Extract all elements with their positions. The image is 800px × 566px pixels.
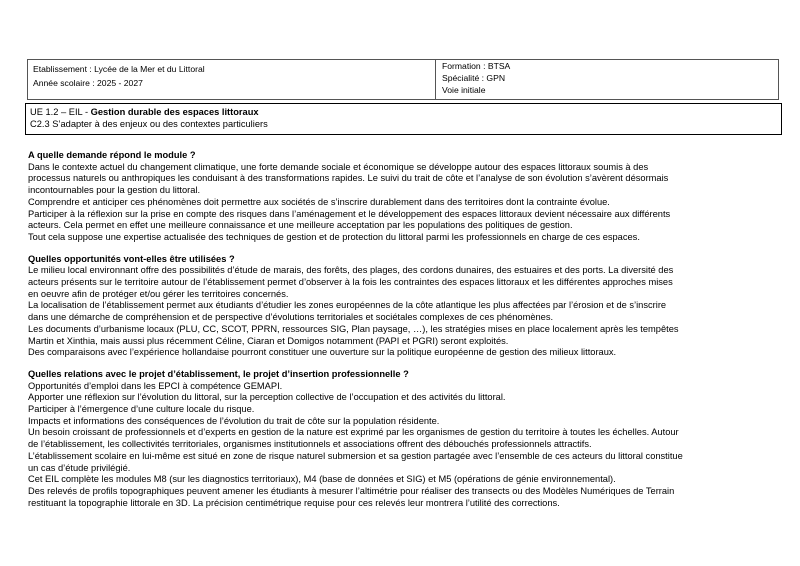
text-line: Participer à l’émergence d’une culture locale du risque.: [28, 404, 255, 415]
voie-label: Voie initiale: [442, 85, 486, 95]
ue-competence: C2.3 S’adapter à des enjeux ou des contextes particuliers: [30, 118, 268, 129]
text-line: Les documents d’urbanisme locaux (PLU, CC, SCOT, PPRN, ressources SIG, Plan paysage, …), les stratégies mises en place localement après les tempêtes: [28, 323, 679, 334]
text-line: Comprendre et anticiper ces phénomènes doit permettre aux sociétés de s’inscrire durablement dans des territoires dont la contrainte évolue.: [28, 196, 610, 207]
text-line: Participer à la réflexion sur la prise en compte des risques dans l’aménagement et le développement des espaces littoraux devient nécessaire aux différents: [28, 208, 671, 219]
text-line: acteurs présents sur le territoire autour de l’établissement permet d’observer à la fois les contraintes des espaces littoraux et les différentes approches mises: [28, 277, 673, 288]
specialite-label: Spécialité : GPN: [442, 73, 506, 83]
text-line: incontournables pour la gestion du littoral.: [28, 185, 201, 196]
section-demande: [28, 150, 788, 244]
ue-code: UE 1.2 – EIL -: [30, 107, 91, 117]
header-right-cell: [436, 60, 778, 99]
text-line: Le milieu local environnant offre des possibilités d’étude de marais, des forêts, des plages, des cordons dunaires, des estuaires et des ports. La diversité des: [28, 265, 674, 276]
text-line: processus naturels ou anthropiques les conduisant à des transformations rapides. Le suivi du trait de côte et l’analyse de son évolution s’avèrent désormais: [28, 173, 669, 184]
ue-title: Gestion durable des espaces littoraux: [90, 107, 259, 117]
module-content: [28, 150, 788, 519]
ue-heading: [30, 107, 777, 119]
section-opportunites: [28, 254, 788, 359]
text-line: La localisation de l’établissement permet aux étudiants d’étudier les zones européennes de la côte atlantique les plus affectées par l’érosion et de s’inscrire: [28, 300, 667, 311]
ue-title-box: [25, 103, 782, 135]
formation-label: Formation : BTSA: [442, 61, 511, 71]
section-title: A quelle demande répond le module ?: [28, 150, 196, 160]
text-line: Opportunités d’emploi dans les EPCI à compétence GEMAPI.: [28, 380, 283, 391]
header-table: [27, 59, 779, 100]
text-line: Martin et Xinthia, mais aussi plus récemment Céline, Ciaran et Domigos notamment (PAPI et PGRI) seront exploités.: [28, 335, 509, 346]
text-line: de l’établissement, les collectivités territoriales, organismes institutionnels et associations offrent des débouchés professionnels attractifs.: [28, 439, 592, 450]
section-title: Quelles relations avec le projet d’établissement, le projet d’insertion professionnelle ?: [28, 368, 409, 379]
text-line: Apporter une réflexion sur l’évolution du littoral, sur la perception collective de l’occupation et des activités du littoral.: [28, 392, 506, 403]
text-line: restituant la topographie littorale en 3D. La précision centimétrique requise pour ces relevés leur montrera l’utilité des corrections.: [28, 497, 560, 508]
text-line: Cet EIL complète les modules M8 (sur les diagnostics territoriaux), M4 (base de données et SIG) et M5 (opérations de génie environnemental).: [28, 474, 616, 485]
text-line: Des relevés de profils topographiques peuvent amener les étudiants à mesurer l’altimétrie pour réaliser des transects ou des Modèles Numériques de Terrain: [28, 485, 675, 496]
text-line: Un besoin croissant de professionnels et d’experts en gestion de la nature est exprimé par les organismes de gestion du territoire à toutes les échelles. Autour: [28, 427, 679, 438]
text-line: L’établissement scolaire en lui-même est situé en zone de risque naturel submersion et sa gestion partagée avec l’ensemble de ces acteurs du littoral constitue: [28, 450, 683, 461]
text-line: un cas d’étude privilégié.: [28, 462, 131, 473]
text-line: Impacts et informations des conséquences de l’évolution du trait de côte sur la population résidente.: [28, 415, 440, 426]
text-line: Tout cela suppose une expertise actualisée des techniques de gestion et de protection du littoral parmi les professionnels en charge de ces espaces.: [28, 231, 640, 242]
text-line: en oeuvre afin de protéger et/ou gérer les territoires concernés.: [28, 288, 289, 299]
text-line: Dans le contexte actuel du changement climatique, une forte demande sociale et économique se développe autour des espaces littoraux soumis à des: [28, 161, 649, 172]
etablissement-label: Etablissement : Lycée de la Mer et du Littoral: [33, 64, 205, 74]
annee-scolaire-label: Année scolaire : 2025 - 2027: [33, 78, 143, 88]
text-line: Des comparaisons avec l’expérience hollandaise pourront constituer une ouverture sur la politique européenne de gestion des milieux littoraux.: [28, 347, 617, 358]
section-relations: [28, 369, 788, 509]
section-title: Quelles opportunités vont-elles être utilisées ?: [28, 253, 235, 264]
header-left-cell: [28, 60, 436, 99]
text-line: acteurs. Cela permet en effet une meilleure connaissance et une meilleure acceptation par les populations des politiques de gestion.: [28, 220, 573, 231]
text-line: dans une démarche de compréhension et de perspective d’évolutions territoriales et sociétales complexes de ces phénomènes.: [28, 312, 554, 323]
